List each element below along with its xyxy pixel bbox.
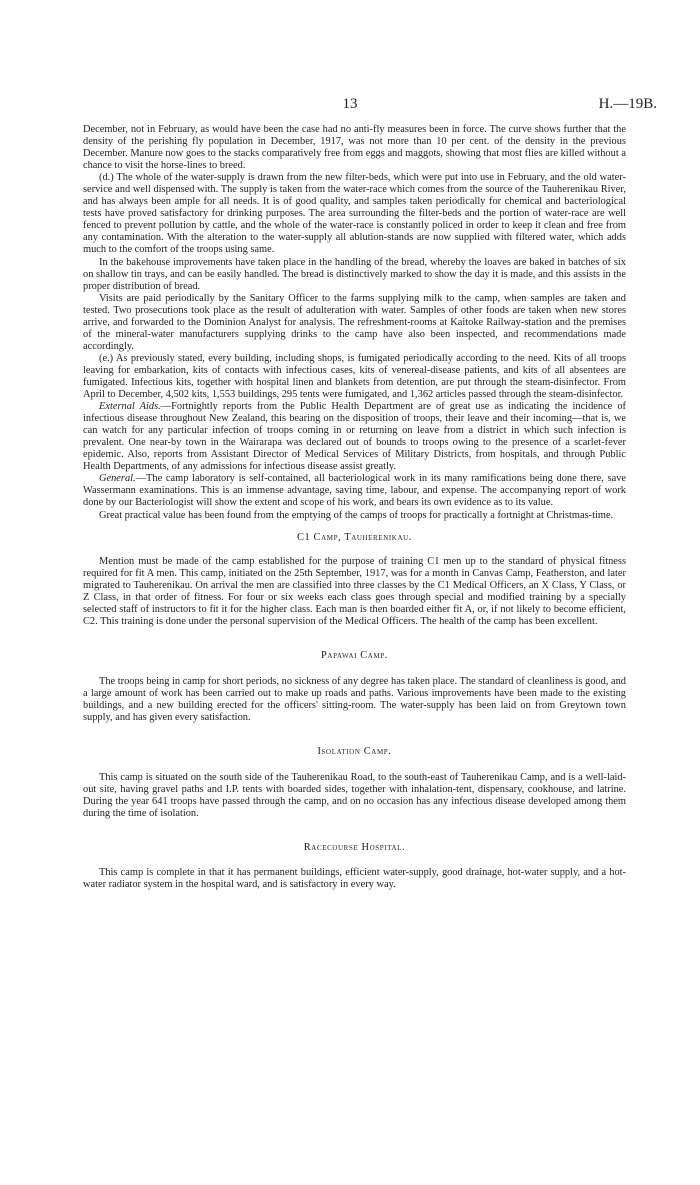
paragraph-fumigation	[83, 353, 626, 401]
item-label: (d.)	[99, 172, 114, 184]
paragraph-christmas: Great practical value has been found from the emptying of the camps of troops for practically a fortnight at Christmas-time.	[99, 509, 614, 521]
paragraph-external-aids	[83, 401, 626, 473]
paragraph-text: —Fortnightly reports from the Public Health Department are of great use as indicating the incidence of infectious disease throughout New Zealand, this bearing on the disposition of troops, their leave and their incoming—that is, we can watch for any particular infection of troops coming in or returning on leave from a district in which such infection is prevalent. One near-by town in the Wairarapa was declared out of bounds to troops owing to the presence of a scarlet-fever epidemic. Also, reports from Assistant Director of Medical Services of Military Districts, from hospitals, and through Public Health Departments, of any admissions for infectious disease assist greatly.	[83, 401, 626, 473]
section-heading-c1-camp: C1 Camp, Tauherenikau.	[297, 531, 412, 543]
paragraph-milk-visits: Visits are paid periodically by the Sanitary Officer to the farms supplying milk to the camp, when samples are taken and tested. Two prosecutions took place as the result of adulteration with water. Samples of other foods are taken when new stores arrive, and forwarded to the Dominion Analyst for analysis. The refreshment-rooms at Kaitoke Railway-station and the premises of the mineral-water manufacturers supplying drinks to the camp have also been inspected, and recommendations made accordingly.	[83, 292, 626, 352]
run-in-heading: General.	[99, 473, 136, 485]
item-label: (e.)	[99, 352, 114, 364]
paragraph-general	[83, 473, 626, 509]
section-heading-isolation-camp: Isolation Camp.	[317, 746, 392, 758]
paragraph-bakehouse: In the bakehouse improvements have taken place in the handling of the bread, whereby the loaves are baked in batches of six on shallow tin trays, and can be easily handled. The bread is distinctively marked to show the day it is made, and this assists in the proper distribution of bread.	[83, 256, 626, 292]
section-heading-racecourse-hospital: Racecourse Hospital.	[303, 842, 406, 854]
paragraph-water-supply	[83, 172, 626, 256]
paragraph-text: —The camp laboratory is self-contained, all bacteriological work in its many ramifications being done there, save Wassermann examinations. This is an immense advantage, saving time, labour, and expense. The accompanying report of work done by our Bacteriologist will show the extent and scope of his work, and bears its own evidence as to its value.	[83, 473, 626, 509]
run-in-heading: External Aids.	[99, 401, 161, 413]
paragraph-fly-curve: December, not in February, as would have been the case had no anti-fly measures been in force. The curve shows further that the density of the perishing fly population in December, 1917, was not more than 10 per cent. of the density in the previous December. Manure now goes to the stacks comparatively free from eggs and maggots, showing that most flies are killed without a chance to visit the horse-lines to breed.	[83, 124, 626, 172]
body-text	[83, 124, 626, 891]
paragraph-racecourse-hospital: This camp is complete in that it has permanent buildings, efficient water-supply, good drainage, hot-water supply, and a hot-water radiator system in the hospital ward, and is satisfactory in every way.	[83, 867, 626, 891]
document-reference: H.—19B.	[598, 96, 657, 112]
paragraph-c1-camp: Mention must be made of the camp established for the purpose of training C1 men up to the standard of physical fitness required for fit A men. This camp, initiated on the 25th September, 1917, was for a month in Canvas Camp, Featherston, and later migrated to Tauherenikau. On arrival the men are classified into three classes by the C1 Medical Officers, an X Class, Y Class, or Z Class, in that order of fitness. For four or six weeks each class goes through special and modified training by a specially selected staff of instructors to fit it for the higher class. Each man is then boarded either fit A, or, if not likely to become efficient, C2. This training is done under the personal supervision of the Medical Officers. The health of the camp has been excellent.	[83, 555, 626, 627]
paragraph-papawai-camp: The troops being in camp for short periods, no sickness of any degree has taken place. The standard of cleanliness is good, and a large amount of work has been carried out to make up roads and paths. Various improvements have been made to the existing buildings, and a new building erected for the officers' sitting-room. The water-supply has been laid on from Greytown town supply, and has given every satisfaction.	[83, 675, 626, 723]
page-number: 13	[342, 96, 358, 112]
section-heading-papawai-camp: Papawai Camp.	[321, 649, 388, 661]
paragraph-text: As previously stated, every building, including shops, is fumigated periodically according to the need. Kits of all troops leaving for embarkation, kits of contacts with infectious cases, kits of venereal-disease patients, and kits of all absentees are fumigated. Infectious kits, together with hospital linen and blankets from detention, are put through the steam-disinfector. From April to December, 4,502 kits, 1,553 buildings, 295 tents were fumigated, and 1,362 articles passed through the steam-disinfector.	[83, 352, 626, 401]
paragraph-isolation-camp: This camp is situated on the south side of the Tauherenikau Road, to the south-east of Tauherenikau Camp, and is a well-laid-out site, having gravel paths and I.P. tents with boarded sides, together with inhalation-tent, dispensary, cookhouse, and latrine. During the year 641 troops have passed through the camp, and on no occasion has any infectious disease developed among them during the time of isolation.	[83, 772, 626, 820]
paragraph-text: The whole of the water-supply is drawn from the new filter-beds, which were put into use in February, and the old water-service and well dispensed with. The supply is taken from the water-race which comes from the source of the Tauherenikau River, and has always been ample for all needs. It is of good quality, and samples taken periodically for chemical and bacteriological tests have proved satisfactory for drinking purposes. The area surrounding the filter-beds and the portion of water-race are well fenced to prevent pollution by cattle, and the whole of the water-race is constantly policed in order to keep it clean and free from any contamination. With the alteration to the water-supply all ablution-stands are now supplied with filtered water, which adds much to the comfort of the troops using same.	[83, 172, 626, 256]
